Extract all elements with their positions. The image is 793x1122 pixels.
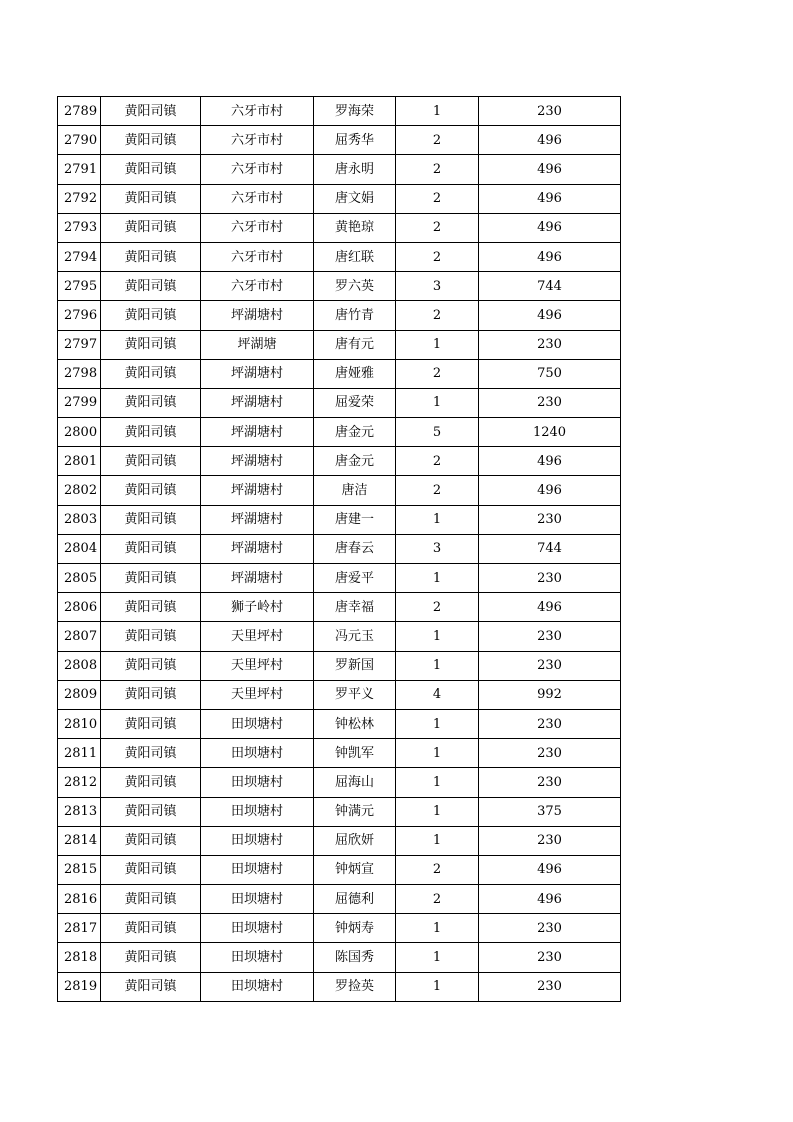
- name-cell: 唐洁: [314, 476, 396, 505]
- count-cell: 1: [396, 505, 479, 534]
- village-cell: 六牙市村: [201, 126, 314, 155]
- row-number-cell: 2805: [58, 564, 101, 593]
- count-cell: 2: [396, 184, 479, 213]
- name-cell: 屈爱荣: [314, 388, 396, 417]
- amount-cell: 496: [479, 301, 621, 330]
- table-row: [58, 242, 621, 271]
- row-number-cell: 2816: [58, 885, 101, 914]
- amount-cell: 230: [479, 943, 621, 972]
- amount-cell: 496: [479, 184, 621, 213]
- name-cell: 罗海荣: [314, 97, 396, 126]
- table-row: [58, 885, 621, 914]
- town-cell: 黄阳司镇: [101, 593, 201, 622]
- row-number-cell: 2800: [58, 418, 101, 447]
- name-cell: 钟松林: [314, 709, 396, 738]
- village-cell: 田坝塘村: [201, 709, 314, 738]
- table-row: [58, 680, 621, 709]
- table-row: [58, 330, 621, 359]
- table-row: [58, 388, 621, 417]
- village-cell: 天里坪村: [201, 622, 314, 651]
- name-cell: 冯元玉: [314, 622, 396, 651]
- row-number-cell: 2791: [58, 155, 101, 184]
- name-cell: 屈海山: [314, 768, 396, 797]
- table-row: [58, 126, 621, 155]
- row-number-cell: 2802: [58, 476, 101, 505]
- village-cell: 坪湖塘村: [201, 418, 314, 447]
- amount-cell: 496: [479, 155, 621, 184]
- count-cell: 1: [396, 943, 479, 972]
- name-cell: 唐竹青: [314, 301, 396, 330]
- table-row: [58, 768, 621, 797]
- village-cell: 坪湖塘村: [201, 388, 314, 417]
- table-row: [58, 797, 621, 826]
- count-cell: 3: [396, 272, 479, 301]
- town-cell: 黄阳司镇: [101, 564, 201, 593]
- town-cell: 黄阳司镇: [101, 972, 201, 1001]
- amount-cell: 496: [479, 447, 621, 476]
- town-cell: 黄阳司镇: [101, 359, 201, 388]
- count-cell: 1: [396, 709, 479, 738]
- count-cell: 1: [396, 797, 479, 826]
- village-cell: 坪湖塘村: [201, 505, 314, 534]
- name-cell: 唐永明: [314, 155, 396, 184]
- amount-cell: 230: [479, 97, 621, 126]
- name-cell: 钟炳宣: [314, 855, 396, 884]
- town-cell: 黄阳司镇: [101, 388, 201, 417]
- count-cell: 2: [396, 301, 479, 330]
- count-cell: 1: [396, 97, 479, 126]
- village-cell: 六牙市村: [201, 242, 314, 271]
- name-cell: 屈欣妍: [314, 826, 396, 855]
- row-number-cell: 2817: [58, 914, 101, 943]
- town-cell: 黄阳司镇: [101, 418, 201, 447]
- table-row: [58, 593, 621, 622]
- amount-cell: 744: [479, 272, 621, 301]
- count-cell: 2: [396, 476, 479, 505]
- amount-cell: 496: [479, 885, 621, 914]
- row-number-cell: 2803: [58, 505, 101, 534]
- table-row: [58, 418, 621, 447]
- count-cell: 2: [396, 242, 479, 271]
- village-cell: 坪湖塘村: [201, 564, 314, 593]
- row-number-cell: 2815: [58, 855, 101, 884]
- table-row: [58, 739, 621, 768]
- name-cell: 陈国秀: [314, 943, 396, 972]
- count-cell: 1: [396, 739, 479, 768]
- village-cell: 田坝塘村: [201, 768, 314, 797]
- amount-cell: 496: [479, 855, 621, 884]
- table-row: [58, 651, 621, 680]
- count-cell: 5: [396, 418, 479, 447]
- town-cell: 黄阳司镇: [101, 914, 201, 943]
- table-row: [58, 826, 621, 855]
- village-cell: 六牙市村: [201, 155, 314, 184]
- town-cell: 黄阳司镇: [101, 242, 201, 271]
- table-row: [58, 709, 621, 738]
- row-number-cell: 2790: [58, 126, 101, 155]
- village-cell: 坪湖塘村: [201, 534, 314, 563]
- town-cell: 黄阳司镇: [101, 447, 201, 476]
- table-row: [58, 359, 621, 388]
- amount-cell: 230: [479, 768, 621, 797]
- row-number-cell: 2798: [58, 359, 101, 388]
- count-cell: 1: [396, 622, 479, 651]
- row-number-cell: 2804: [58, 534, 101, 563]
- name-cell: 唐红联: [314, 242, 396, 271]
- amount-cell: 230: [479, 651, 621, 680]
- row-number-cell: 2818: [58, 943, 101, 972]
- count-cell: 2: [396, 213, 479, 242]
- town-cell: 黄阳司镇: [101, 155, 201, 184]
- town-cell: 黄阳司镇: [101, 739, 201, 768]
- table-row: [58, 534, 621, 563]
- table-row: [58, 564, 621, 593]
- row-number-cell: 2812: [58, 768, 101, 797]
- town-cell: 黄阳司镇: [101, 826, 201, 855]
- town-cell: 黄阳司镇: [101, 213, 201, 242]
- row-number-cell: 2807: [58, 622, 101, 651]
- name-cell: 钟凯军: [314, 739, 396, 768]
- amount-cell: 750: [479, 359, 621, 388]
- amount-cell: 496: [479, 476, 621, 505]
- count-cell: 1: [396, 651, 479, 680]
- name-cell: 唐建一: [314, 505, 396, 534]
- village-cell: 田坝塘村: [201, 855, 314, 884]
- amount-cell: 496: [479, 242, 621, 271]
- name-cell: 唐金元: [314, 447, 396, 476]
- row-number-cell: 2797: [58, 330, 101, 359]
- row-number-cell: 2810: [58, 709, 101, 738]
- town-cell: 黄阳司镇: [101, 272, 201, 301]
- town-cell: 黄阳司镇: [101, 505, 201, 534]
- table-row: [58, 622, 621, 651]
- name-cell: 罗新国: [314, 651, 396, 680]
- amount-cell: 375: [479, 797, 621, 826]
- village-cell: 田坝塘村: [201, 972, 314, 1001]
- town-cell: 黄阳司镇: [101, 184, 201, 213]
- row-number-cell: 2809: [58, 680, 101, 709]
- table-row: [58, 447, 621, 476]
- count-cell: 1: [396, 972, 479, 1001]
- amount-cell: 230: [479, 564, 621, 593]
- name-cell: 黄艳琼: [314, 213, 396, 242]
- amount-cell: 230: [479, 330, 621, 359]
- table-row: [58, 943, 621, 972]
- amount-cell: 230: [479, 709, 621, 738]
- count-cell: 2: [396, 155, 479, 184]
- amount-cell: 230: [479, 914, 621, 943]
- town-cell: 黄阳司镇: [101, 885, 201, 914]
- amount-cell: 230: [479, 622, 621, 651]
- amount-cell: 230: [479, 826, 621, 855]
- name-cell: 唐幸福: [314, 593, 396, 622]
- amount-cell: 230: [479, 388, 621, 417]
- row-number-cell: 2794: [58, 242, 101, 271]
- name-cell: 罗六英: [314, 272, 396, 301]
- amount-cell: 744: [479, 534, 621, 563]
- town-cell: 黄阳司镇: [101, 534, 201, 563]
- row-number-cell: 2813: [58, 797, 101, 826]
- town-cell: 黄阳司镇: [101, 476, 201, 505]
- count-cell: 2: [396, 593, 479, 622]
- village-cell: 狮子岭村: [201, 593, 314, 622]
- count-cell: 1: [396, 826, 479, 855]
- count-cell: 2: [396, 885, 479, 914]
- name-cell: 钟炳寿: [314, 914, 396, 943]
- amount-cell: 230: [479, 972, 621, 1001]
- village-cell: 田坝塘村: [201, 826, 314, 855]
- village-cell: 田坝塘村: [201, 739, 314, 768]
- name-cell: 唐有元: [314, 330, 396, 359]
- town-cell: 黄阳司镇: [101, 943, 201, 972]
- table-body: [58, 97, 621, 1002]
- amount-cell: 496: [479, 593, 621, 622]
- row-number-cell: 2792: [58, 184, 101, 213]
- row-number-cell: 2814: [58, 826, 101, 855]
- table-row: [58, 301, 621, 330]
- row-number-cell: 2793: [58, 213, 101, 242]
- village-cell: 坪湖塘村: [201, 447, 314, 476]
- table-row: [58, 972, 621, 1001]
- count-cell: 3: [396, 534, 479, 563]
- table-row: [58, 155, 621, 184]
- amount-cell: 1240: [479, 418, 621, 447]
- village-cell: 田坝塘村: [201, 943, 314, 972]
- count-cell: 1: [396, 564, 479, 593]
- village-cell: 田坝塘村: [201, 885, 314, 914]
- name-cell: 唐爱平: [314, 564, 396, 593]
- town-cell: 黄阳司镇: [101, 797, 201, 826]
- table-row: [58, 213, 621, 242]
- table-row: [58, 914, 621, 943]
- row-number-cell: 2799: [58, 388, 101, 417]
- village-cell: 六牙市村: [201, 213, 314, 242]
- count-cell: 2: [396, 855, 479, 884]
- name-cell: 唐娅雅: [314, 359, 396, 388]
- row-number-cell: 2808: [58, 651, 101, 680]
- village-cell: 天里坪村: [201, 680, 314, 709]
- town-cell: 黄阳司镇: [101, 651, 201, 680]
- town-cell: 黄阳司镇: [101, 855, 201, 884]
- village-cell: 六牙市村: [201, 272, 314, 301]
- village-cell: 田坝塘村: [201, 797, 314, 826]
- name-cell: 屈秀华: [314, 126, 396, 155]
- count-cell: 2: [396, 359, 479, 388]
- row-number-cell: 2801: [58, 447, 101, 476]
- village-cell: 天里坪村: [201, 651, 314, 680]
- amount-cell: 496: [479, 126, 621, 155]
- table-row: [58, 476, 621, 505]
- name-cell: 唐金元: [314, 418, 396, 447]
- count-cell: 1: [396, 330, 479, 359]
- village-cell: 坪湖塘村: [201, 359, 314, 388]
- count-cell: 1: [396, 388, 479, 417]
- town-cell: 黄阳司镇: [101, 301, 201, 330]
- count-cell: 1: [396, 768, 479, 797]
- row-number-cell: 2806: [58, 593, 101, 622]
- town-cell: 黄阳司镇: [101, 126, 201, 155]
- data-table: [57, 96, 621, 1002]
- count-cell: 2: [396, 126, 479, 155]
- table-row: [58, 505, 621, 534]
- village-cell: 坪湖塘村: [201, 301, 314, 330]
- table-row: [58, 184, 621, 213]
- row-number-cell: 2811: [58, 739, 101, 768]
- row-number-cell: 2789: [58, 97, 101, 126]
- table-row: [58, 97, 621, 126]
- table-row: [58, 272, 621, 301]
- name-cell: 唐春云: [314, 534, 396, 563]
- count-cell: 2: [396, 447, 479, 476]
- village-cell: 坪湖塘村: [201, 476, 314, 505]
- count-cell: 1: [396, 914, 479, 943]
- amount-cell: 992: [479, 680, 621, 709]
- row-number-cell: 2795: [58, 272, 101, 301]
- amount-cell: 230: [479, 739, 621, 768]
- name-cell: 罗平义: [314, 680, 396, 709]
- village-cell: 六牙市村: [201, 97, 314, 126]
- village-cell: 六牙市村: [201, 184, 314, 213]
- amount-cell: 496: [479, 213, 621, 242]
- name-cell: 罗捡英: [314, 972, 396, 1001]
- village-cell: 田坝塘村: [201, 914, 314, 943]
- town-cell: 黄阳司镇: [101, 330, 201, 359]
- name-cell: 钟满元: [314, 797, 396, 826]
- town-cell: 黄阳司镇: [101, 709, 201, 738]
- count-cell: 4: [396, 680, 479, 709]
- village-cell: 坪湖塘: [201, 330, 314, 359]
- amount-cell: 230: [479, 505, 621, 534]
- town-cell: 黄阳司镇: [101, 768, 201, 797]
- row-number-cell: 2819: [58, 972, 101, 1001]
- name-cell: 唐文娟: [314, 184, 396, 213]
- town-cell: 黄阳司镇: [101, 622, 201, 651]
- town-cell: 黄阳司镇: [101, 680, 201, 709]
- name-cell: 屈德利: [314, 885, 396, 914]
- town-cell: 黄阳司镇: [101, 97, 201, 126]
- table-row: [58, 855, 621, 884]
- row-number-cell: 2796: [58, 301, 101, 330]
